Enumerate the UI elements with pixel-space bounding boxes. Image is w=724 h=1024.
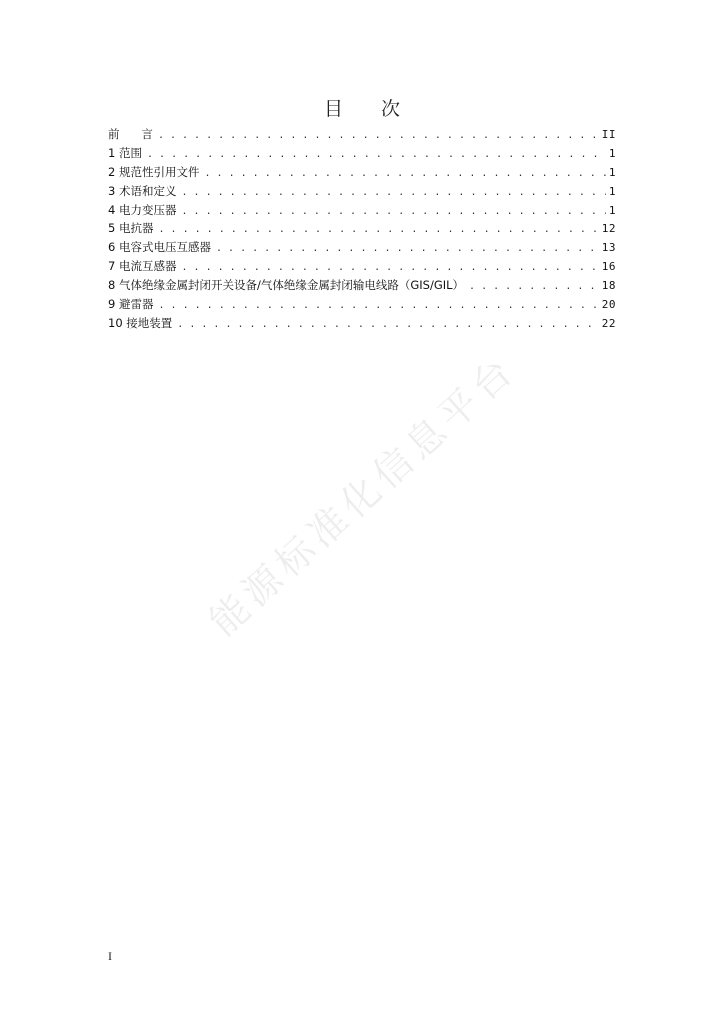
toc-entry-page: 18 [601,279,616,293]
page-number: I [108,949,112,963]
toc-title-char-1: 目 [323,98,343,120]
toc-entry-label: 4 电力变压器 [108,202,177,217]
toc-leader-dots [158,127,599,146]
table-of-contents [108,125,616,333]
toc-leader-dots [158,221,598,240]
toc-leader-dots [158,297,598,316]
watermark: 能源标准化信息平台 [201,346,525,645]
toc-leader-dots [147,146,606,165]
toc-leader-dots [181,203,605,222]
toc-entry-label: 7 电流互感器 [108,259,177,274]
toc-entry-gis-gil[interactable] [108,276,616,295]
toc-entry-page: 22 [601,316,616,330]
toc-entry-label: 8 气体绝缘金属封闭开关设备/气体绝缘金属封闭输电线路（GIS/GIL） [108,278,465,293]
toc-entry-terms-definitions[interactable] [108,182,616,201]
toc-leader-dots [177,316,598,335]
toc-entry-page: 16 [601,260,616,274]
toc-entry-label: 5 电抗器 [108,221,154,236]
toc-entry-foreword[interactable] [108,125,616,144]
toc-entry-normative-references[interactable] [108,163,616,182]
toc-entry-label: 9 避雷器 [108,297,154,312]
toc-entry-page: 12 [601,222,616,236]
toc-entry-page: 20 [601,298,616,312]
toc-entry-page: II [601,128,616,141]
toc-entry-label: 6 电容式电压互感器 [108,240,211,255]
toc-entry-label: 10 接地装置 [108,315,173,330]
toc-entry-grounding-device[interactable] [108,314,616,333]
toc-entry-label: 1 范围 [108,145,142,160]
toc-entry-label: 2 规范性引用文件 [108,164,200,179]
toc-leader-dots [181,184,605,203]
toc-entry-surge-arrester[interactable] [108,295,616,314]
toc-entry-page: 1 [608,146,616,160]
toc-leader-dots [204,165,605,184]
toc-entry-current-transformer[interactable] [108,257,616,276]
toc-entry-scope[interactable] [108,144,616,163]
toc-entry-label: 前 言 [108,127,153,141]
toc-leader-dots [216,240,599,259]
toc-entry-page: 1 [608,165,616,179]
toc-title-char-2: 次 [381,98,401,120]
toc-entry-page: 13 [601,241,616,255]
toc-leader-dots [469,278,599,297]
toc-entry-page: 1 [608,203,616,217]
toc-entry-page: 1 [608,184,616,198]
toc-entry-power-transformer[interactable] [108,201,616,220]
toc-entry-label: 3 术语和定义 [108,183,177,198]
toc-entry-capacitive-voltage-transformer[interactable] [108,238,616,257]
toc-entry-reactor[interactable] [108,219,616,238]
toc-title [0,94,724,121]
